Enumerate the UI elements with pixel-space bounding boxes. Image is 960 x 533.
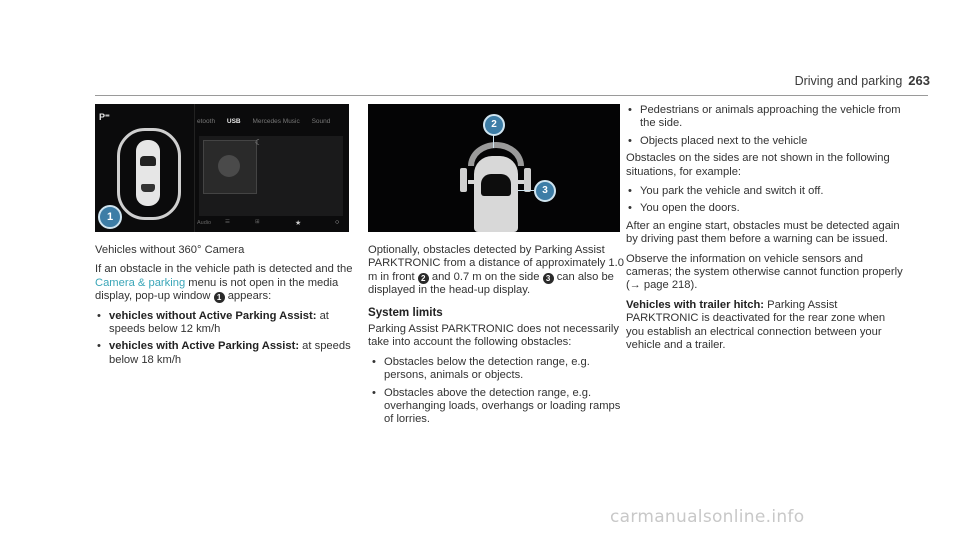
column-1 [95, 244, 355, 371]
list-item: • Obstacles below the detection range, e.g. persons, animals or objects. [372, 355, 590, 382]
media-display-screenshot [95, 104, 349, 232]
figure-caption: Vehicles without 360° Camera [95, 244, 245, 256]
arrow-icon: → [629, 279, 641, 292]
section-heading: System limits [368, 305, 443, 319]
paragraph: After an engine start, obstacles must be detected again by driving past them before a warning can be issued. [626, 219, 900, 246]
circle-icon: ○ [335, 219, 340, 226]
watermark: carmanualsonline.info [610, 507, 805, 527]
section-title: Driving and parking [794, 74, 903, 88]
callout-ref-2: 2 [418, 273, 429, 284]
page-header [795, 73, 930, 88]
list-item: • You park the vehicle and switch it off. [628, 185, 824, 198]
grid-icon: ⊞ [255, 219, 260, 225]
paragraph: Obstacles on the sides are not shown in the following situations, for example: [626, 152, 890, 178]
page-number: 263 [908, 73, 930, 88]
tab-bluetooth: etooth [197, 118, 216, 125]
paragraph: Observe the information on vehicle sensors and cameras; the system otherwise cannot function properly (→ page 218). [626, 252, 903, 292]
tab-mercedes-music: Mercedes Music [252, 118, 300, 125]
vehicle-front-icon [474, 156, 518, 232]
vehicle-top-view-icon [136, 140, 160, 206]
callout-1: 1 [98, 205, 122, 229]
callout-ref-1: 1 [214, 292, 225, 303]
list-item: • You open the doors. [628, 202, 740, 215]
tab-sound: Sound [311, 118, 331, 125]
camera-parking-link[interactable]: Camera & parking [95, 276, 186, 289]
callout-2: 2 [483, 114, 505, 136]
list-item: • Pedestrians or animals approaching the vehicle from the side. [628, 104, 901, 130]
column-2 [368, 244, 628, 431]
paragraph: If an obstacle in the vehicle path is detected and the Camera & parking menu is not open in the media display, pop-up window 1 appears: [95, 263, 353, 303]
paragraph: Optionally, obstacles detected by Parking Assist PARKTRONIC from a distance of approximately 1.0 m in front 2 and 0.7 m on the side 3 can also be displayed in the head-up display. [368, 244, 624, 297]
moon-icon: ☾ [255, 138, 263, 147]
callout-ref-3: 3 [543, 273, 554, 284]
page-reference-link[interactable]: page 218). [643, 279, 698, 292]
header-rule [95, 95, 928, 96]
album-art [203, 140, 257, 194]
tab-usb: USB [226, 118, 241, 125]
list-item: • Obstacles above the detection range, e.g. overhanging loads, overhangs or loading ramps of lorries. [372, 386, 621, 426]
list-item: • vehicles without Active Parking Assist: at speeds below 12 km/h [97, 309, 329, 336]
column-3 [626, 104, 906, 359]
parktronic-icon: P⁼ [99, 112, 110, 122]
list-icon: ☰ [225, 219, 230, 225]
star-icon: ★ [295, 220, 302, 227]
left-sensor-bar [460, 168, 467, 192]
right-sensor-bar [524, 168, 531, 192]
list-item: • Objects placed next to the vehicle [628, 134, 808, 147]
paragraph: Parking Assist PARKTRONIC does not necessarily take into account the following obstacles: [368, 323, 619, 349]
disc-icon [218, 155, 240, 177]
paragraph: Vehicles with trailer hitch: Parking Assist PARKTRONIC is deactivated for the rear zone when you establish an electrical connection between your vehicle and a trailer. [626, 298, 886, 352]
list-item: • vehicles with Active Parking Assist: at speeds below 18 km/h [97, 340, 351, 366]
media-bottom-bar [195, 218, 349, 230]
bottom-bar-audio: Audio [197, 220, 212, 226]
callout-3: 3 [534, 180, 556, 202]
media-tabs [197, 118, 347, 130]
